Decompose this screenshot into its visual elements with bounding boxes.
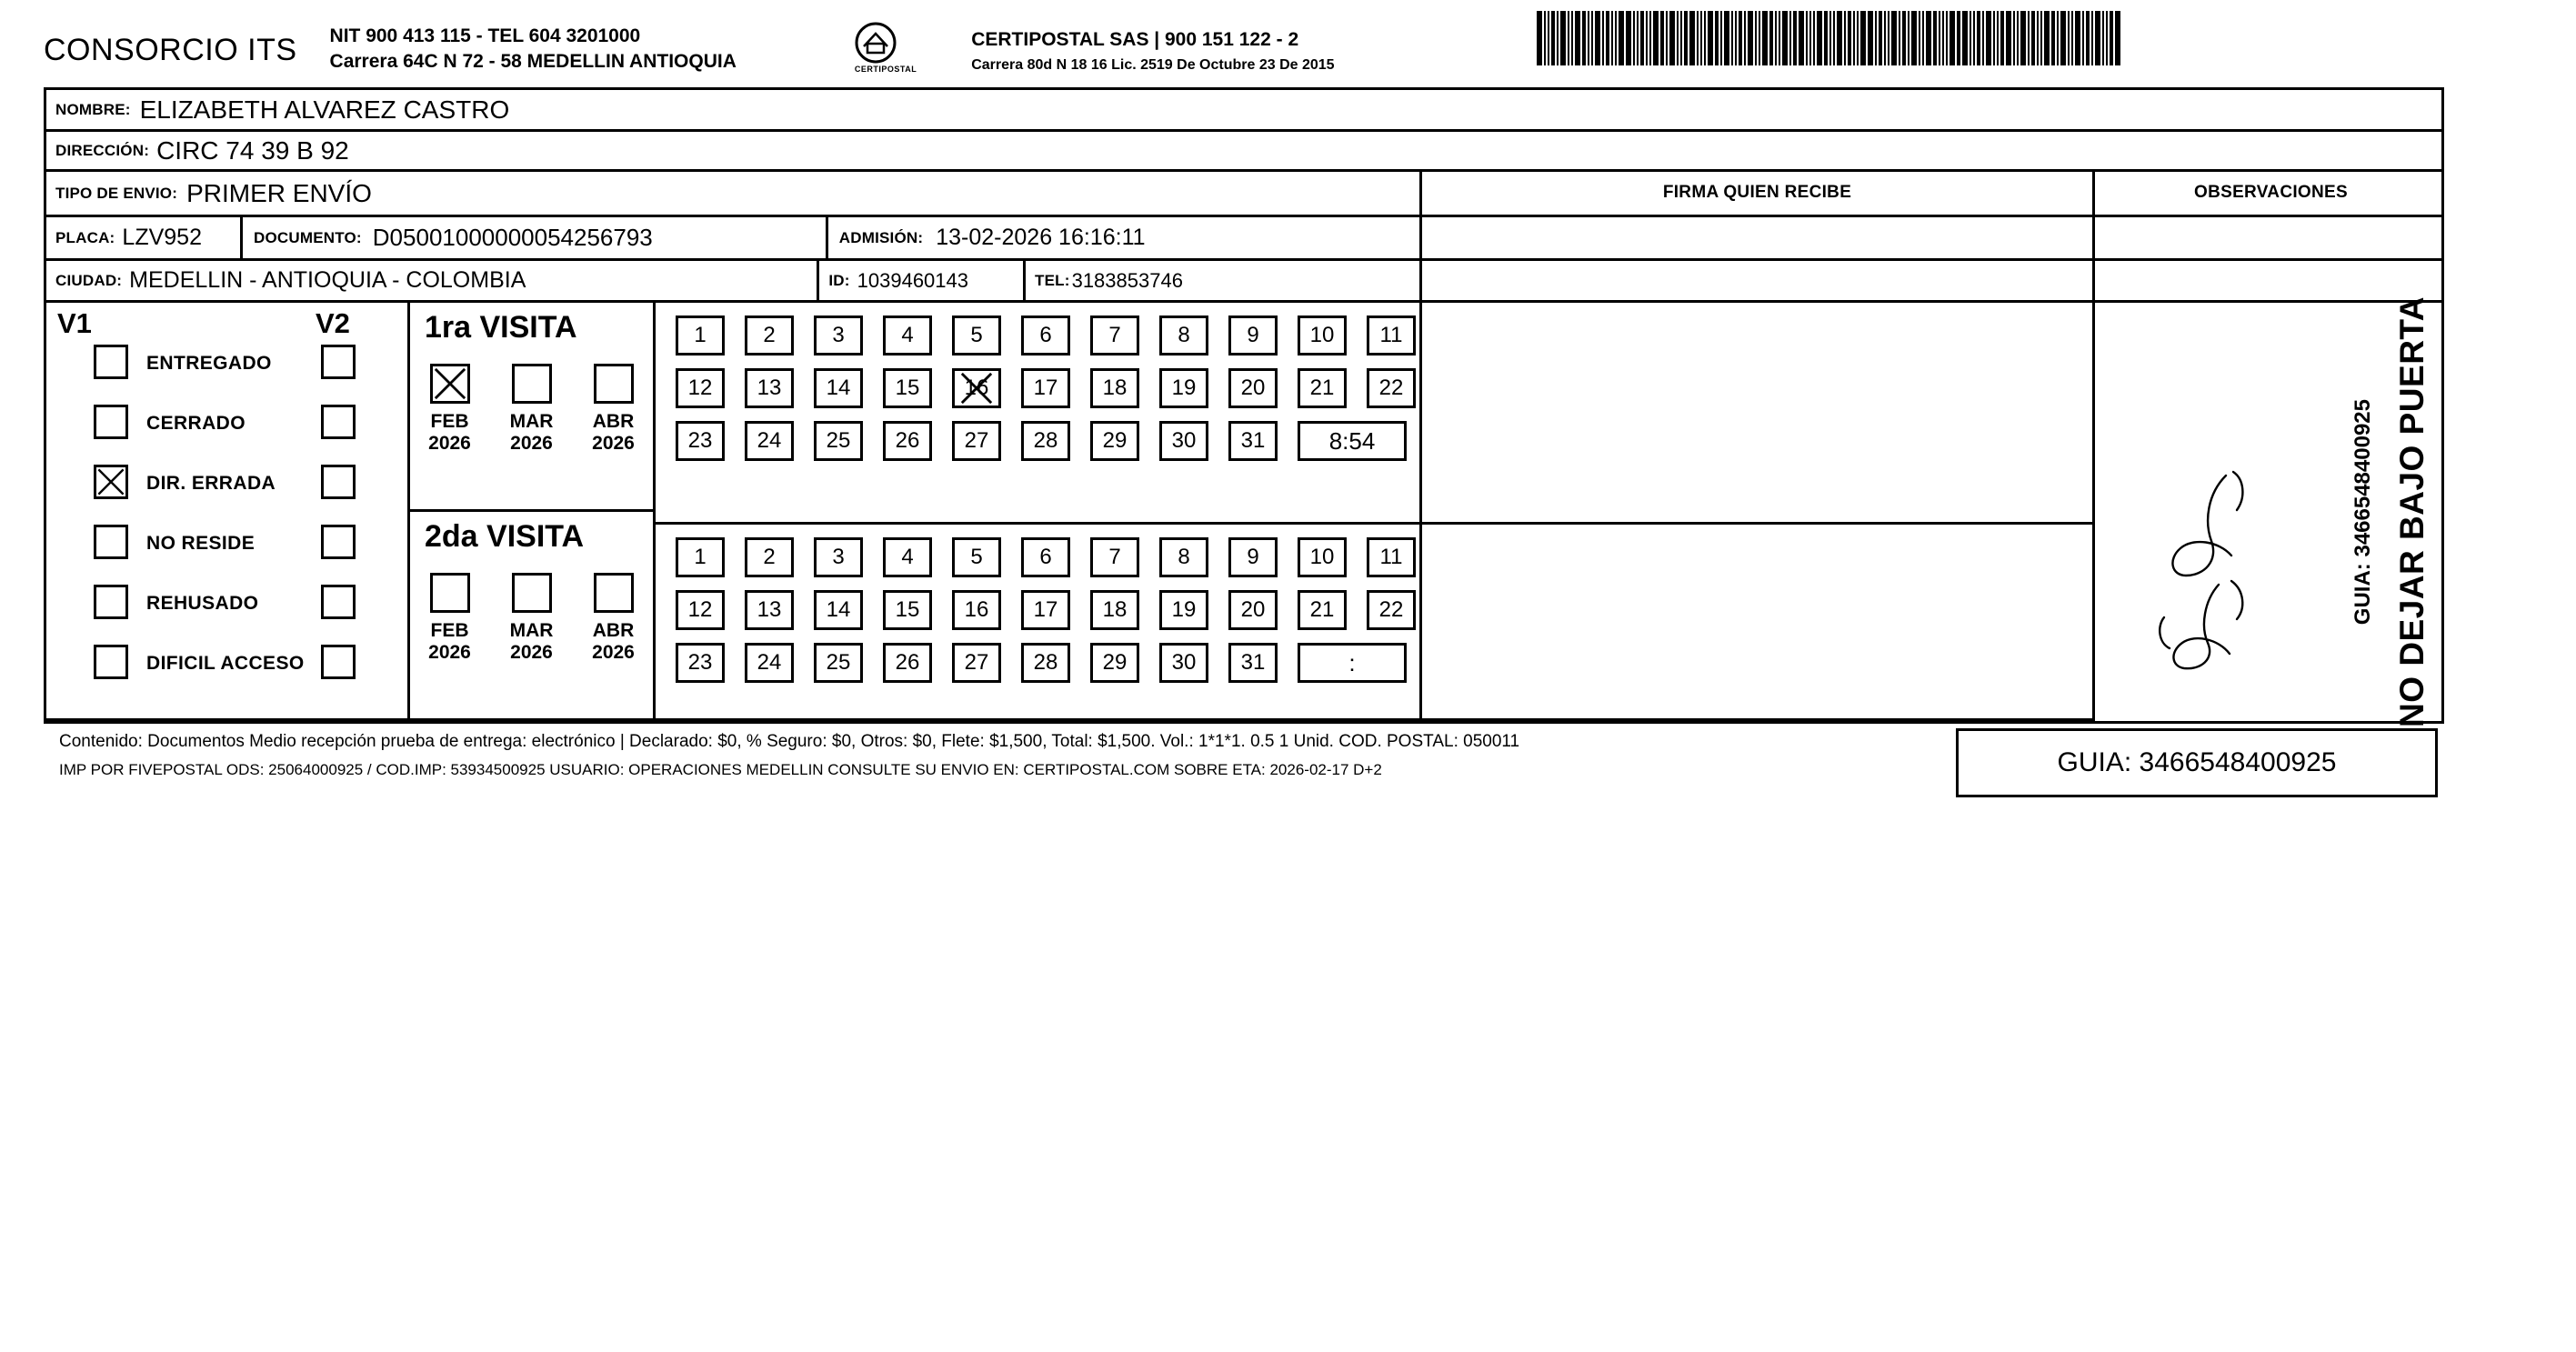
day-cell[interactable]: 15 <box>883 368 932 408</box>
status-label: REHUSADO <box>146 593 259 614</box>
month-checkbox[interactable] <box>512 573 552 613</box>
day-cell[interactable]: 22 <box>1367 368 1416 408</box>
status-row <box>46 345 407 405</box>
barcode-bar <box>2091 11 2093 65</box>
visit-1-day-grid <box>656 315 2092 525</box>
x-mark-icon <box>433 366 467 401</box>
barcode-bar <box>1568 11 1569 65</box>
barcode-bar <box>1982 11 1984 65</box>
day-cell[interactable]: 2 <box>745 315 794 356</box>
address-value: CIRC 74 39 B 92 <box>156 135 349 165</box>
barcode-bar <box>1715 11 1719 65</box>
vertical-guia-label: GUIA: 3466548400925 <box>2350 398 2375 626</box>
barcode-bar <box>1970 11 1971 65</box>
barcode-bar <box>1560 11 1566 65</box>
status-v1-checkbox[interactable] <box>94 585 128 619</box>
visit-block-2 <box>410 512 653 721</box>
month-checkbox[interactable] <box>430 573 470 613</box>
day-cell[interactable]: 7 <box>1090 537 1139 577</box>
barcode-bar <box>2057 11 2059 65</box>
vertical-warning-text <box>2383 296 2441 727</box>
id-label: ID: <box>817 261 849 300</box>
visit-2-day-grid <box>656 537 2092 746</box>
barcode-bar <box>1588 11 1589 65</box>
barcode-bar <box>1551 11 1555 65</box>
day-cell[interactable]: 5 <box>952 315 1001 356</box>
observations-column <box>2092 172 2447 303</box>
v1-header-label: V1 <box>57 307 92 339</box>
day-cell[interactable]: 17 <box>1021 590 1070 630</box>
status-row <box>46 585 407 645</box>
barcode-bar <box>1829 11 1831 65</box>
month-checkbox[interactable] <box>430 364 470 404</box>
barcode-bar <box>1595 11 1600 65</box>
month-name: MAR <box>509 620 554 641</box>
month-option <box>585 573 643 664</box>
month-name: ABR <box>592 620 635 641</box>
barcode-bar <box>1848 11 1851 65</box>
barcode-bar <box>1606 11 1609 65</box>
barcode-bar <box>1957 11 1960 65</box>
barcode-bar <box>1860 11 1866 65</box>
status-v1-checkbox[interactable] <box>94 345 128 379</box>
month-name: ABR <box>592 411 635 432</box>
barcode-bar <box>1708 11 1713 65</box>
carrier-name: CERTIPOSTAL SAS | 900 151 122 - 2 <box>971 29 1299 50</box>
day-row <box>656 590 2092 630</box>
status-label: DIFICIL ACCESO <box>146 653 305 674</box>
month-option <box>503 364 561 455</box>
barcode-bar <box>2006 11 2011 65</box>
footer-zone <box>46 721 2441 1352</box>
barcode-bar <box>1669 11 1675 65</box>
barcode-bar <box>1611 11 1613 65</box>
day-cell[interactable]: 19 <box>1159 368 1208 408</box>
barcode-bar <box>1799 11 1804 65</box>
day-cell[interactable]: 18 <box>1090 590 1139 630</box>
day-cell[interactable]: 25 <box>814 643 863 683</box>
barcode-bar <box>1700 11 1702 65</box>
barcode-bar <box>1962 11 1968 65</box>
barcode-bar <box>2051 11 2055 65</box>
day-cell[interactable]: 1 <box>676 315 725 356</box>
day-cell[interactable]: 25 <box>814 421 863 461</box>
day-cell[interactable]: 28 <box>1021 643 1070 683</box>
barcode-bar <box>1633 11 1635 65</box>
barcode-bar <box>1720 11 1722 65</box>
month-option <box>421 364 479 455</box>
day-cell[interactable]: 2 <box>745 537 794 577</box>
phone-label: TEL: <box>1023 261 1070 300</box>
status-v1-checkbox[interactable] <box>94 465 128 499</box>
status-label: DIR. ERRADA <box>146 473 276 494</box>
barcode-bar <box>1557 11 1559 65</box>
barcode-bar <box>2000 11 2004 65</box>
day-cell[interactable]: 18 <box>1090 368 1139 408</box>
barcode-bar <box>2095 11 2100 65</box>
barcode-bar <box>1899 11 1900 65</box>
day-cell[interactable]: 3 <box>814 315 863 356</box>
barcode-bar <box>1793 11 1797 65</box>
main-frame <box>44 87 2444 778</box>
barcode-bar <box>2075 11 2080 65</box>
barcode-bar <box>1646 11 1648 65</box>
month-name: MAR <box>509 411 554 432</box>
barcode-bar <box>2106 11 2108 65</box>
certipostal-logo-label: CERTIPOSTAL <box>854 65 917 74</box>
day-cell[interactable]: 28 <box>1021 421 1070 461</box>
barcode-bar <box>1748 11 1753 65</box>
barcode-bar <box>1619 11 1624 65</box>
barcode-bar <box>2017 11 2019 65</box>
barcode-bar <box>1926 11 1931 65</box>
barcode-bar <box>1755 11 1757 65</box>
status-column-header <box>46 303 407 345</box>
day-row <box>656 368 2092 408</box>
city-label: CIUDAD: <box>55 271 123 289</box>
barcode-bar <box>1986 11 1991 65</box>
company-nit-line1: NIT 900 413 115 - TEL 604 3201000 <box>329 25 641 46</box>
day-cell[interactable]: 21 <box>1298 590 1347 630</box>
day-cell[interactable]: 30 <box>1159 643 1208 683</box>
status-v2-checkbox[interactable] <box>321 645 356 679</box>
day-cell[interactable]: 24 <box>745 421 794 461</box>
day-grid-column <box>656 303 2092 721</box>
barcode-bar <box>2031 11 2035 65</box>
barcode-bar <box>1697 11 1699 65</box>
barcode-bar <box>1789 11 1791 65</box>
barcode-bar <box>1902 11 1906 65</box>
tracking-barcode <box>1537 11 2373 71</box>
barcode-bar <box>1571 11 1573 65</box>
status-v2-checkbox[interactable] <box>321 585 356 619</box>
day-cell[interactable]: 19 <box>1159 590 1208 630</box>
barcode-bar <box>1946 11 1948 65</box>
barcode-bar <box>2082 11 2084 65</box>
day-cell[interactable]: 9 <box>1228 537 1278 577</box>
status-v1-checkbox[interactable] <box>94 525 128 559</box>
day-cell[interactable]: 9 <box>1228 315 1278 356</box>
day-cell[interactable]: 13 <box>745 590 794 630</box>
status-row <box>46 645 407 705</box>
admission-value: 13-02-2026 16:16:11 <box>936 225 1146 250</box>
certipostal-logo-icon <box>855 16 917 74</box>
recipient-name-value: ELIZABETH ALVAREZ CASTRO <box>139 95 510 124</box>
barcode-bar <box>2086 11 2090 65</box>
day-cell[interactable]: 11 <box>1367 537 1416 577</box>
barcode-bar <box>1782 11 1788 65</box>
day-cell[interactable]: 12 <box>676 368 725 408</box>
day-cell[interactable]: 31 <box>1228 421 1278 461</box>
day-row <box>656 643 2092 683</box>
status-row <box>46 525 407 585</box>
day-cell[interactable]: 24 <box>745 643 794 683</box>
month-year: 2026 <box>510 642 553 663</box>
barcode-bar <box>1544 11 1546 65</box>
day-cell[interactable]: 27 <box>952 421 1001 461</box>
signature-column-header: FIRMA QUIEN RECIBE <box>1662 183 1852 202</box>
barcode-bar <box>1868 11 1873 65</box>
no-dejar-bajo-puerta-strip <box>2092 296 2447 727</box>
barcode-bar <box>1762 11 1768 65</box>
barcode-bar <box>2020 11 2026 65</box>
visit-time-note[interactable]: 8:54 <box>1298 421 1407 461</box>
barcode-bar <box>1879 11 1882 65</box>
phone-value: 3183853746 <box>1071 268 1183 292</box>
barcode-bar <box>1779 11 1780 65</box>
day-cell[interactable]: 3 <box>814 537 863 577</box>
barcode-bar <box>2102 11 2104 65</box>
plate-label: PLACA: <box>55 228 115 246</box>
id-value: 1039460143 <box>857 268 968 292</box>
barcode-bar <box>1744 11 1746 65</box>
handwritten-note-scribble <box>2117 439 2290 685</box>
barcode-bar <box>1942 11 1944 65</box>
observations-column-header: OBSERVACIONES <box>2194 183 2348 202</box>
day-cell[interactable]: 20 <box>1228 368 1278 408</box>
content-line-1: Contenido: Documentos Medio recepción prueba de entrega: electrónico | Declarado: $0, % Seguro: $0, Otros: $0, Flete: $1,500, Total: $1,500. Vol.: 1*1*1. 0.5 1 Unid. COD. POSTAL: 050011 <box>59 732 1520 751</box>
barcode-bar <box>1739 11 1742 65</box>
barcode-bar <box>2028 11 2030 65</box>
barcode-bar <box>1993 11 1995 65</box>
barcode-bar <box>1548 11 1549 65</box>
barcode-bar <box>1660 11 1664 65</box>
barcode-bar <box>1875 11 1877 65</box>
barcode-bar <box>1833 11 1835 65</box>
day-cell[interactable]: 26 <box>883 421 932 461</box>
visit-status-zone <box>46 303 2092 721</box>
status-v1-checkbox[interactable] <box>94 405 128 439</box>
month-option <box>585 364 643 455</box>
day-cell[interactable]: 21 <box>1298 368 1347 408</box>
company-name: CONSORCIO ITS <box>44 33 297 67</box>
day-row <box>656 421 2092 461</box>
admission-label: ADMISIÓN: <box>826 217 923 258</box>
barcode-bar <box>1813 11 1815 65</box>
barcode-bar <box>1602 11 1604 65</box>
v2-header-label: V2 <box>316 307 350 339</box>
month-year: 2026 <box>510 433 553 454</box>
barcode-bar <box>1973 11 1975 65</box>
barcode-bar <box>1817 11 1822 65</box>
barcode-bar <box>1853 11 1855 65</box>
visit-2-title: 2da VISITA <box>425 519 585 554</box>
barcode-bar <box>1591 11 1593 65</box>
day-cell[interactable]: 15 <box>883 590 932 630</box>
barcode-bar <box>1575 11 1580 65</box>
status-checkbox-column <box>46 303 410 721</box>
document-label: DOCUMENTO: <box>240 217 362 258</box>
barcode-bar <box>1806 11 1808 65</box>
barcode-bar <box>1637 11 1639 65</box>
month-year: 2026 <box>592 642 635 663</box>
barcode-bar <box>2068 11 2070 65</box>
company-address-line: Carrera 64C N 72 - 58 MEDELLIN ANTIOQUIA <box>329 51 737 73</box>
recipient-name-label: NOMBRE: <box>55 100 131 118</box>
day-row <box>656 315 2092 356</box>
day-cell[interactable]: 10 <box>1298 315 1347 356</box>
barcode-bar <box>2110 11 2113 65</box>
month-name: FEB <box>430 411 469 432</box>
plate-value: LZV952 <box>122 225 202 250</box>
day-cell[interactable]: 16 <box>952 368 1001 408</box>
day-cell[interactable]: 4 <box>883 537 932 577</box>
document-value: D05001000000054256793 <box>372 224 653 251</box>
day-cell[interactable]: 6 <box>1021 315 1070 356</box>
barcode-bar <box>1939 11 1940 65</box>
status-v2-checkbox[interactable] <box>321 345 356 379</box>
carrier-info-block <box>971 16 1334 76</box>
day-cell[interactable]: 23 <box>676 643 725 683</box>
barcode-bar <box>1837 11 1842 65</box>
day-cell[interactable]: 1 <box>676 537 725 577</box>
address-label: DIRECCIÓN: <box>55 141 150 159</box>
barcode-bar <box>2115 11 2120 65</box>
day-cell[interactable]: 17 <box>1021 368 1070 408</box>
barcode-bar <box>1615 11 1617 65</box>
content-line-2: IMP POR FIVEPOSTAL ODS: 25064000925 / COD.IMP: 53934500925 USUARIO: OPERACIONES MEDELLIN CONSULTE SU ENVIO EN: CERTIPOSTAL.COM SOBRE ETA: 2026-02-17 D+2 <box>59 761 1382 778</box>
barcode-bar <box>1769 11 1773 65</box>
barcode-bar <box>2044 11 2050 65</box>
city-value: MEDELLIN - ANTIOQUIA - COLOMBIA <box>129 267 526 293</box>
day-cell[interactable]: 8 <box>1159 537 1208 577</box>
day-cell[interactable]: 31 <box>1228 643 1278 683</box>
barcode-bar <box>1911 11 1917 65</box>
barcode-bar <box>1933 11 1937 65</box>
barcode-bar <box>1977 11 1980 65</box>
barcode-bar <box>1582 11 1586 65</box>
day-cell[interactable]: 14 <box>814 590 863 630</box>
month-checkbox[interactable] <box>594 364 634 404</box>
barcode-bar <box>1775 11 1777 65</box>
barcode-bar <box>1653 11 1659 65</box>
status-v2-checkbox[interactable] <box>321 525 356 559</box>
day-cell[interactable]: 27 <box>952 643 1001 683</box>
day-row <box>656 537 2092 577</box>
barcode-bar <box>1997 11 1999 65</box>
day-cell[interactable]: 22 <box>1367 590 1416 630</box>
day-cell[interactable]: 29 <box>1090 643 1139 683</box>
status-label: CERRADO <box>146 413 246 434</box>
barcode-bar <box>1735 11 1737 65</box>
day-cell[interactable]: 29 <box>1090 421 1139 461</box>
month-name: FEB <box>430 620 469 641</box>
guia-number-box: GUIA: 3466548400925 <box>1956 728 2438 797</box>
status-v2-checkbox[interactable] <box>321 465 356 499</box>
barcode-bar <box>1759 11 1760 65</box>
day-cell[interactable]: 26 <box>883 643 932 683</box>
visit-month-column <box>410 303 656 721</box>
month-option <box>503 573 561 664</box>
month-year: 2026 <box>428 433 471 454</box>
barcode-bar <box>1731 11 1733 65</box>
barcode-bar <box>1884 11 1886 65</box>
content-description-block <box>46 721 1956 812</box>
vertical-warning-label: NO DEJAR BAJO PUERTA <box>2393 296 2431 727</box>
day-cell[interactable]: 13 <box>745 368 794 408</box>
carrier-address: Carrera 80d N 18 16 Lic. 2519 De Octubre 23 De 2015 <box>971 56 1335 73</box>
day-cell[interactable]: 8 <box>1159 315 1208 356</box>
barcode-bar <box>1684 11 1688 65</box>
month-checkbox[interactable] <box>594 573 634 613</box>
visit-1-title: 1ra VISITA <box>425 310 577 345</box>
barcode-bar <box>1908 11 1909 65</box>
barcode-bar <box>2040 11 2042 65</box>
day-cell[interactable]: 12 <box>676 590 725 630</box>
barcode-bar <box>1919 11 1920 65</box>
day-cell[interactable]: 23 <box>676 421 725 461</box>
month-checkbox[interactable] <box>512 364 552 404</box>
barcode-bar <box>1857 11 1859 65</box>
month-year: 2026 <box>592 433 635 454</box>
x-mark-icon <box>96 467 125 496</box>
shipment-type-value: PRIMER ENVÍO <box>186 178 372 207</box>
barcode-bar <box>1704 11 1706 65</box>
address-row <box>46 132 2441 172</box>
month-year: 2026 <box>428 642 471 663</box>
barcode-bar <box>1537 11 1542 65</box>
barcode-bar <box>1922 11 1924 65</box>
status-row <box>46 405 407 465</box>
month-option <box>421 573 479 664</box>
barcode-bar <box>1626 11 1631 65</box>
day-cell[interactable]: 5 <box>952 537 1001 577</box>
day-cell[interactable]: 6 <box>1021 537 1070 577</box>
barcode-bar <box>1724 11 1729 65</box>
day-cell[interactable]: 7 <box>1090 315 1139 356</box>
vertical-guia-text <box>2345 303 2381 721</box>
barcode-bar <box>1666 11 1668 65</box>
status-v1-checkbox[interactable] <box>94 645 128 679</box>
day-cell[interactable]: 10 <box>1298 537 1347 577</box>
barcode-bar <box>1640 11 1644 65</box>
day-cell[interactable]: 14 <box>814 368 863 408</box>
day-cell[interactable]: 20 <box>1228 590 1278 630</box>
status-v2-checkbox[interactable] <box>321 405 356 439</box>
recipient-name-row <box>46 90 2441 132</box>
visit-time-note[interactable]: : <box>1298 643 1407 683</box>
x-mark-icon <box>955 371 998 406</box>
status-label: ENTREGADO <box>146 353 272 374</box>
day-cell[interactable]: 11 <box>1367 315 1416 356</box>
company-nit-block <box>330 16 737 75</box>
day-cell[interactable]: 4 <box>883 315 932 356</box>
shipment-type-label: TIPO DE ENVIO: <box>55 184 178 202</box>
barcode-bar <box>1809 11 1811 65</box>
barcode-bar <box>1677 11 1679 65</box>
barcode-bar <box>1689 11 1695 65</box>
barcode-bar <box>1680 11 1682 65</box>
barcode-bar <box>1891 11 1897 65</box>
barcode-bar <box>2013 11 2015 65</box>
status-row <box>46 465 407 525</box>
barcode-bar <box>1824 11 1828 65</box>
barcode-bar <box>2037 11 2039 65</box>
barcode-bar <box>1844 11 1846 65</box>
barcode-bar <box>2060 11 2066 65</box>
barcode-bar <box>1950 11 1955 65</box>
day-cell[interactable]: 30 <box>1159 421 1208 461</box>
visit-block-1 <box>410 303 653 512</box>
barcode-bar <box>1649 11 1651 65</box>
barcode-bar <box>2071 11 2073 65</box>
day-cell[interactable]: 16 <box>952 590 1001 630</box>
status-label: NO RESIDE <box>146 533 256 554</box>
barcode-bar <box>1888 11 1889 65</box>
signature-column <box>1419 172 2092 303</box>
